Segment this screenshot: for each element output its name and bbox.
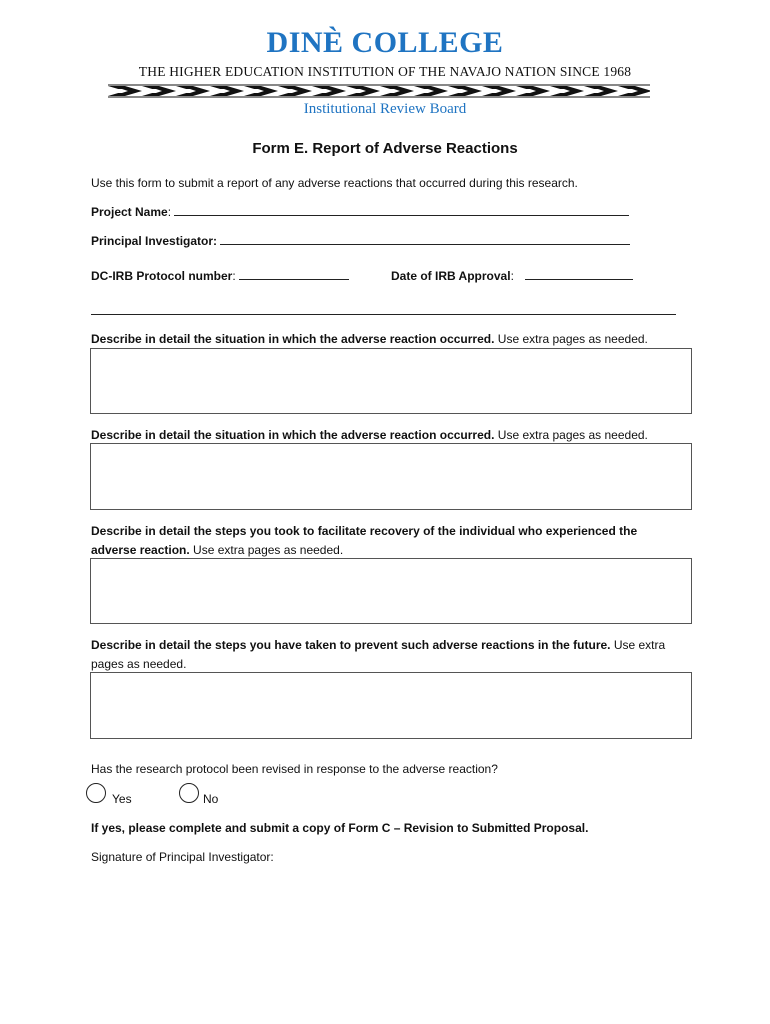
signature-label: Signature of Principal Investigator:: [91, 850, 274, 864]
yes-label: Yes: [112, 792, 132, 806]
answer-box-2[interactable]: [90, 443, 692, 510]
protocol-number-field[interactable]: [239, 269, 349, 280]
question-4-line2: pages as needed.: [91, 657, 187, 671]
pi-field[interactable]: [220, 234, 630, 245]
project-name-label: Project Name: [91, 205, 168, 219]
question-3-line1: Describe in detail the steps you took to facilitate recovery of the individual who experienced the: [91, 524, 638, 538]
answer-box-3[interactable]: [90, 558, 692, 624]
question-2: Describe in detail the situation in which the adverse reaction occurred. Use extra pages as needed.: [91, 428, 648, 442]
question-4-line1: Describe in detail the steps you have taken to prevent such adverse reactions in the future. Use extra: [91, 638, 666, 652]
pi-row: [91, 234, 630, 248]
protocol-row: DC-IRB Protocol number:: [91, 269, 349, 283]
if-yes-note: If yes, please complete and submit a copy of Form C – Revision to Submitted Proposal.: [91, 821, 589, 835]
divider-line: [91, 314, 676, 315]
college-tagline: THE HIGHER EDUCATION INSTITUTION OF THE NAVAJO NATION SINCE 1968: [138, 64, 632, 79]
college-name: DINÈ COLLEGE: [266, 26, 504, 59]
protocol-label: DC-IRB Protocol number: [91, 269, 233, 283]
project-name-row: Project Name:: [91, 205, 629, 219]
irb-heading: Institutional Review Board: [303, 101, 467, 117]
approval-date-field[interactable]: [525, 269, 633, 280]
navajo-pattern-band: [108, 84, 650, 98]
question-3-line2: adverse reaction. Use extra pages as needed.: [91, 543, 344, 557]
answer-box-4[interactable]: [90, 672, 692, 739]
project-name-field[interactable]: [174, 205, 629, 216]
pi-label: Principal Investigator:: [91, 234, 218, 248]
question-1: Describe in detail the situation in which the adverse reaction occurred. Use extra pages as needed.: [91, 332, 648, 346]
approval-label: Date of IRB Approval: [391, 269, 511, 283]
no-label: No: [203, 792, 219, 806]
intro-text: Use this form to submit a report of any adverse reactions that occurred during this research.: [91, 176, 578, 190]
revised-question: Has the research protocol been revised in response to the adverse reaction?: [91, 762, 498, 776]
approval-row: Date of IRB Approval:: [391, 269, 633, 283]
form-title: Form E. Report of Adverse Reactions: [252, 140, 518, 157]
answer-box-1[interactable]: [90, 348, 692, 414]
yes-radio[interactable]: [86, 783, 106, 803]
no-radio[interactable]: [179, 783, 199, 803]
